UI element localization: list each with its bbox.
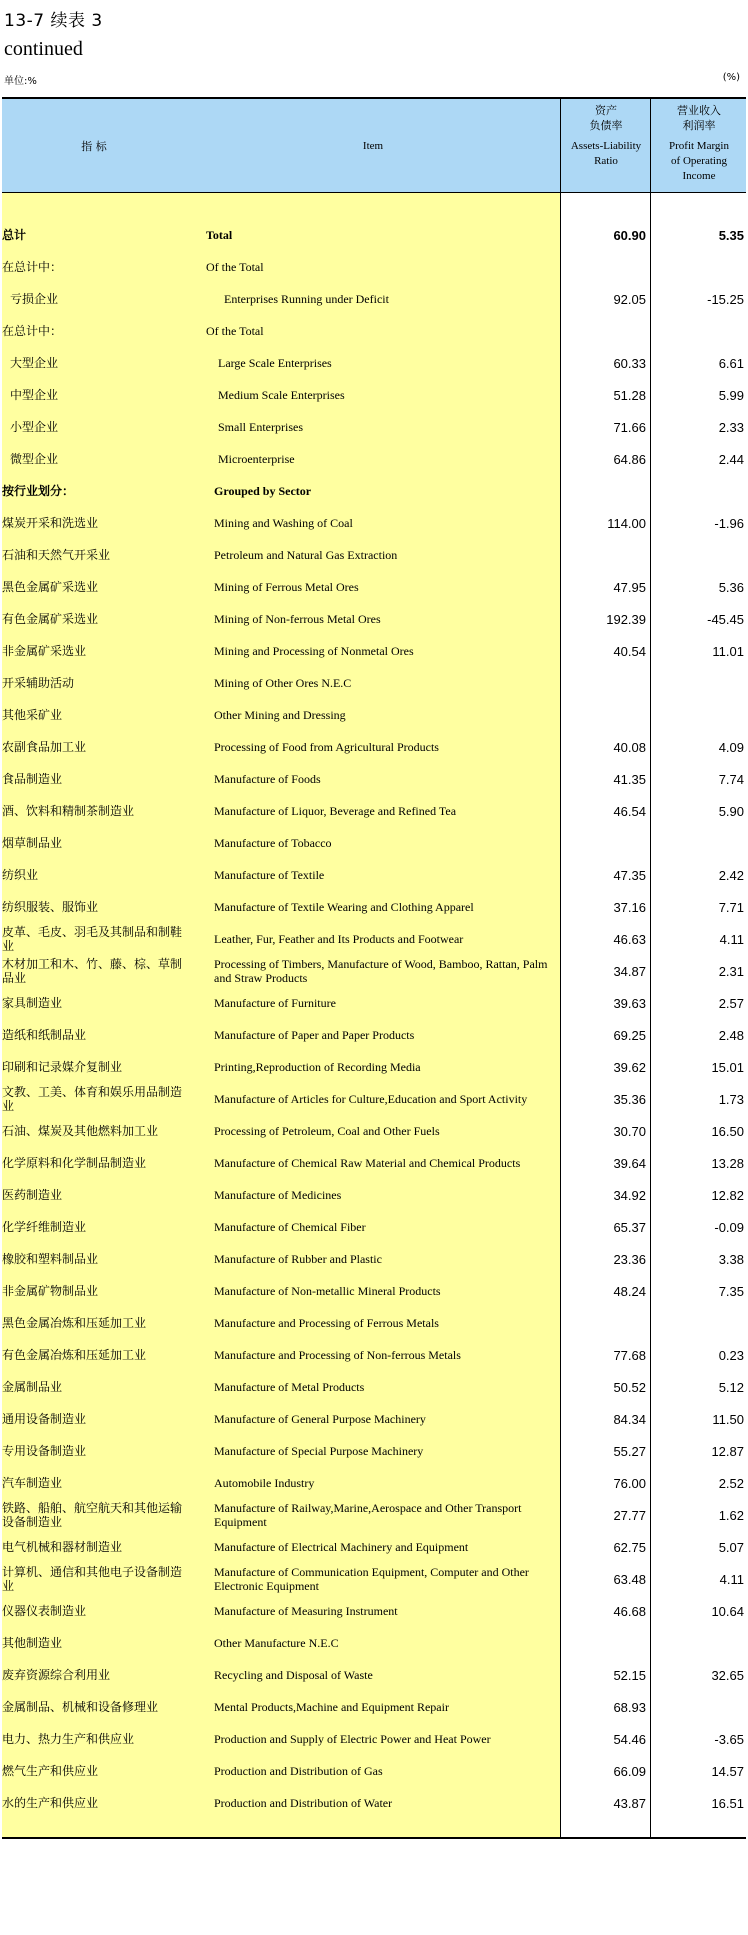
assets-liability-value: 41.35: [613, 771, 646, 787]
row-label-cn: 金属制品业: [2, 1380, 63, 1394]
table-row: [2, 1019, 746, 1051]
row-label-en: Printing,Reproduction of Recording Media: [214, 1060, 421, 1074]
row-label-en: Other Mining and Dressing: [214, 708, 346, 722]
row-label-cn: 专用设备制造业: [2, 1444, 87, 1458]
assets-liability-value: [560, 667, 646, 699]
assets-liability-value: [560, 1307, 646, 1339]
table-row: [2, 1307, 746, 1339]
table-row: [2, 315, 746, 347]
table-number-title: 13-7 续表 3: [4, 11, 103, 31]
assets-liability-value: 84.34: [613, 1411, 646, 1427]
profit-margin-value: 4.09: [718, 739, 744, 755]
assets-liability-value: 50.52: [613, 1379, 646, 1395]
row-label-en: Manufacture of Liquor, Beverage and Refined Tea: [214, 804, 457, 818]
assets-liability-value: 46.68: [613, 1603, 646, 1619]
assets-liability-value: [560, 1627, 646, 1659]
row-label-en: Petroleum and Natural Gas Extraction: [214, 548, 398, 562]
profit-margin-value: 2.57: [718, 995, 744, 1011]
profit-margin-value: 7.35: [718, 1283, 744, 1299]
row-label-en: Production and Distribution of Water: [214, 1796, 393, 1810]
row-label-cn: 木材加工和木、竹、藤、棕、草制品业: [2, 957, 183, 985]
profit-margin-value: [650, 251, 744, 283]
statistics-table: [2, 97, 746, 1839]
assets-liability-value: 64.86: [613, 451, 646, 467]
profit-margin-value: 14.57: [711, 1763, 744, 1779]
profit-margin-value: 6.61: [718, 355, 744, 371]
row-label-en: Total: [206, 228, 233, 242]
row-label-en: Processing of Petroleum, Coal and Other Fuels: [214, 1124, 440, 1138]
unit-label-en: (%): [722, 72, 740, 83]
profit-header-en-3: Income: [682, 170, 716, 182]
row-label-cn: 微型企业: [10, 452, 59, 466]
row-label-en: Mining and Processing of Nonmetal Ores: [214, 644, 414, 658]
table-row: [2, 1563, 746, 1595]
profit-margin-value: -15.25: [707, 291, 744, 307]
profit-header-cn-1: 营业收入: [677, 104, 721, 117]
profit-margin-value: 2.44: [718, 451, 744, 467]
table-row: [2, 1787, 746, 1819]
assets-liability-value: 76.00: [613, 1475, 646, 1491]
table-header: [2, 97, 746, 193]
profit-margin-value: -0.09: [714, 1219, 744, 1235]
row-label-cn: 化学原料和化学制品制造业: [2, 1156, 147, 1170]
assets-liability-value: 52.15: [613, 1667, 646, 1683]
row-label-cn: 造纸和纸制品业: [2, 1028, 87, 1042]
row-label-cn: 石油和天然气开采业: [2, 548, 111, 562]
row-label-cn: 电气机械和器材制造业: [2, 1540, 123, 1554]
table-row: [2, 859, 746, 891]
profit-margin-value: 4.11: [719, 1571, 744, 1587]
continued-subtitle: continued: [4, 38, 83, 60]
assets-header-cn-1: 资产: [595, 104, 617, 117]
profit-margin-value: 5.36: [718, 579, 744, 595]
row-label-cn: 大型企业: [10, 356, 59, 370]
row-label-en: Of the Total: [206, 324, 264, 338]
row-label-en: Small Enterprises: [218, 420, 303, 434]
row-label-cn: 非金属矿采选业: [2, 644, 87, 658]
row-label-cn: 印刷和记录媒介复制业: [2, 1060, 123, 1074]
profit-margin-value: 2.48: [718, 1027, 744, 1043]
profit-margin-value: 15.01: [711, 1059, 744, 1075]
row-label-cn: 橡胶和塑料制品业: [2, 1252, 99, 1266]
row-label-en: Of the Total: [206, 260, 264, 274]
profit-margin-value: 1.73: [718, 1091, 744, 1107]
table-row: [2, 1083, 746, 1115]
assets-liability-value: 62.75: [613, 1539, 646, 1555]
profit-margin-value: 32.65: [711, 1667, 744, 1683]
table-row: [2, 1659, 746, 1691]
assets-liability-value: 34.92: [613, 1187, 646, 1203]
item-header: Item: [362, 139, 384, 152]
row-label-cn: 亏损企业: [10, 292, 59, 306]
assets-liability-value: 60.90: [613, 227, 646, 243]
assets-liability-value: 39.62: [613, 1059, 646, 1075]
assets-liability-value: 55.27: [613, 1443, 646, 1459]
row-label-cn: 铁路、船舶、航空航天和其他运输设备制造业: [2, 1501, 183, 1529]
assets-liability-value: 46.54: [613, 803, 646, 819]
table-row: [2, 1179, 746, 1211]
table-row: [2, 1435, 746, 1467]
table-row: [2, 571, 746, 603]
table-row: [2, 219, 746, 251]
row-label-en: Mental Products,Machine and Equipment Repair: [214, 1700, 449, 1714]
table-row: [2, 731, 746, 763]
row-label-cn: 开采辅助活动: [2, 676, 75, 690]
row-label-cn: 食品制造业: [2, 772, 63, 786]
row-label-cn: 医药制造业: [2, 1188, 63, 1202]
row-label-cn: 其他采矿业: [2, 708, 63, 722]
row-label-cn: 计算机、通信和其他电子设备制造业: [2, 1565, 183, 1593]
row-label-cn: 有色金属矿采选业: [2, 612, 99, 626]
profit-margin-value: [650, 1307, 744, 1339]
profit-margin-value: 16.51: [711, 1795, 744, 1811]
profit-header-en-2: of Operating: [671, 155, 727, 167]
table-row: [2, 827, 746, 859]
profit-margin-value: 2.31: [718, 963, 744, 979]
table-row: [2, 955, 746, 987]
profit-margin-header: [650, 99, 747, 192]
table-row: [2, 1691, 746, 1723]
assets-liability-value: 65.37: [613, 1219, 646, 1235]
row-label-en: Other Manufacture N.E.C: [214, 1636, 339, 1650]
row-label-en: Manufacture of Textile Wearing and Clothing Apparel: [214, 900, 474, 914]
profit-margin-value: [650, 699, 744, 731]
row-label-en: Enterprises Running under Deficit: [224, 292, 389, 306]
table-row: [2, 1499, 746, 1531]
row-label-cn: 在总计中：: [2, 324, 63, 338]
assets-liability-value: 47.35: [613, 867, 646, 883]
row-label-en: Manufacture of Rubber and Plastic: [214, 1252, 382, 1266]
row-label-en: Manufacture of Communication Equipment, Computer and Other Electronic Equipment: [214, 1565, 529, 1593]
row-label-cn: 小型企业: [10, 420, 59, 434]
profit-margin-value: -3.65: [714, 1731, 744, 1747]
profit-margin-value: 5.99: [718, 387, 744, 403]
profit-margin-value: 2.52: [718, 1475, 744, 1491]
assets-liability-value: [560, 699, 646, 731]
row-label-cn: 煤炭开采和洗选业: [2, 516, 99, 530]
table-row: [2, 1115, 746, 1147]
table-row: [2, 699, 746, 731]
row-label-cn: 金属制品、机械和设备修理业: [2, 1700, 159, 1714]
row-label-cn: 黑色金属矿采选业: [2, 580, 99, 594]
profit-margin-value: 13.28: [711, 1155, 744, 1171]
row-label-en: Mining of Non-ferrous Metal Ores: [214, 612, 381, 626]
table-row: [2, 443, 746, 475]
row-label-cn: 总计: [2, 228, 27, 242]
profit-margin-value: 11.01: [712, 643, 744, 659]
table-row: [2, 475, 746, 507]
profit-margin-value: 10.64: [711, 1603, 744, 1619]
table-row: [2, 1339, 746, 1371]
row-label-en: Manufacture of General Purpose Machinery: [214, 1412, 426, 1426]
row-label-en: Recycling and Disposal of Waste: [214, 1668, 373, 1682]
row-label-cn: 化学纤维制造业: [2, 1220, 87, 1234]
table-body: [2, 193, 746, 1839]
table-row: [2, 283, 746, 315]
assets-liability-value: 192.39: [606, 611, 646, 627]
row-label-en: Processing of Timbers, Manufacture of Wood, Bamboo, Rattan, Palm and Straw Products: [214, 957, 548, 985]
table-row: [2, 1275, 746, 1307]
assets-liability-value: 47.95: [613, 579, 646, 595]
table-row: [2, 379, 746, 411]
assets-liability-value: 114.00: [607, 515, 646, 531]
assets-liability-value: 54.46: [613, 1731, 646, 1747]
assets-liability-value: 39.64: [613, 1155, 646, 1171]
assets-liability-value: 77.68: [613, 1347, 646, 1363]
profit-header-cn-2: 利润率: [682, 119, 716, 132]
row-label-en: Microenterprise: [218, 452, 295, 466]
profit-margin-value: 12.87: [711, 1443, 744, 1459]
profit-margin-value: 1.62: [718, 1507, 744, 1523]
profit-margin-value: [650, 827, 744, 859]
assets-liability-value: [560, 475, 646, 507]
assets-liability-value: 23.36: [613, 1251, 646, 1267]
assets-liability-header: [560, 99, 651, 192]
assets-liability-value: 27.77: [613, 1507, 646, 1523]
row-label-en: Manufacture of Chemical Raw Material and Chemical Products: [214, 1156, 521, 1170]
profit-margin-value: 3.38: [718, 1251, 744, 1267]
row-label-en: Manufacture of Textile: [214, 868, 325, 882]
row-label-en: Manufacture of Railway,Marine,Aerospace and Other Transport Equipment: [214, 1501, 522, 1529]
row-label-cn: 通用设备制造业: [2, 1412, 87, 1426]
assets-liability-value: 46.63: [613, 931, 646, 947]
profit-margin-value: 0.23: [718, 1347, 744, 1363]
assets-header-cn-2: 负债率: [589, 119, 623, 132]
profit-margin-value: -1.96: [714, 515, 744, 531]
profit-margin-value: 5.35: [718, 227, 744, 243]
row-label-cn: 黑色金属冶炼和压延加工业: [2, 1316, 147, 1330]
assets-header-en-1: Assets-Liability: [570, 140, 642, 152]
row-label-cn: 电力、热力生产和供应业: [2, 1732, 135, 1746]
assets-liability-value: 69.25: [613, 1027, 646, 1043]
row-label-en: Mining and Washing of Coal: [214, 516, 353, 530]
row-label-en: Manufacture of Electrical Machinery and Equipment: [214, 1540, 469, 1554]
assets-liability-value: 71.66: [613, 419, 646, 435]
profit-margin-value: 11.50: [712, 1411, 744, 1427]
assets-liability-value: 68.93: [613, 1699, 646, 1715]
assets-liability-value: 63.48: [613, 1571, 646, 1587]
table-row: [2, 1403, 746, 1435]
row-label-cn: 仪器仪表制造业: [2, 1604, 87, 1618]
row-label-cn: 燃气生产和供应业: [2, 1764, 99, 1778]
assets-liability-value: 34.87: [613, 963, 646, 979]
profit-margin-value: 7.74: [718, 771, 744, 787]
profit-margin-value: 16.50: [711, 1123, 744, 1139]
table-row: [2, 1755, 746, 1787]
table-row: [2, 539, 746, 571]
row-label-cn: 有色金属冶炼和压延加工业: [2, 1348, 147, 1362]
row-label-en: Manufacture and Processing of Ferrous Metals: [214, 1316, 439, 1330]
table-row: [2, 923, 746, 955]
row-label-cn: 纺织业: [2, 868, 39, 882]
profit-margin-value: 4.11: [719, 931, 744, 947]
row-label-en: Mining of Ferrous Metal Ores: [214, 580, 359, 594]
row-label-cn: 非金属矿物制品业: [2, 1284, 99, 1298]
row-label-cn: 中型企业: [10, 388, 59, 402]
row-label-cn: 废弃资源综合利用业: [2, 1668, 111, 1682]
row-label-cn: 皮革、毛皮、羽毛及其制品和制鞋业: [2, 925, 183, 953]
row-label-en: Medium Scale Enterprises: [218, 388, 345, 402]
table-rows: [2, 193, 746, 1837]
row-label-cn: 按行业划分：: [2, 484, 75, 498]
profit-margin-value: [650, 539, 744, 571]
row-label-en: Leather, Fur, Feather and Its Products and Footwear: [214, 932, 464, 946]
indicator-header: 指 标: [81, 139, 107, 153]
row-label-en: Manufacture of Articles for Culture,Education and Sport Activity: [214, 1092, 528, 1106]
profit-margin-value: 5.90: [718, 803, 744, 819]
table-row: [2, 795, 746, 827]
unit-label: 单位:%: [4, 76, 37, 87]
row-label-en: Processing of Food from Agricultural Products: [214, 740, 439, 754]
row-label-en: Manufacture of Paper and Paper Products: [214, 1028, 415, 1042]
table-row: [2, 635, 746, 667]
profit-margin-value: 5.12: [718, 1379, 744, 1395]
table-row: [2, 1723, 746, 1755]
table-row: [2, 507, 746, 539]
profit-margin-value: 2.33: [718, 419, 744, 435]
row-label-en: Manufacture of Metal Products: [214, 1380, 365, 1394]
profit-margin-value: 2.42: [718, 867, 744, 883]
row-label-cn: 水的生产和供应业: [2, 1796, 99, 1810]
table-row: [2, 347, 746, 379]
table-row: [2, 1595, 746, 1627]
row-label-en: Mining of Other Ores N.E.C: [214, 676, 352, 690]
row-label-cn: 农副食品加工业: [2, 740, 87, 754]
row-label-cn: 烟草制品业: [2, 836, 63, 850]
assets-liability-value: 30.70: [613, 1123, 646, 1139]
assets-liability-value: 48.24: [613, 1283, 646, 1299]
table-row: [2, 1371, 746, 1403]
profit-margin-value: 7.71: [718, 899, 744, 915]
table-row: [2, 411, 746, 443]
assets-header-en-2: Ratio: [594, 155, 618, 167]
table-row: [2, 1211, 746, 1243]
row-label-cn: 在总计中：: [2, 260, 63, 274]
row-label-en: Manufacture of Chemical Fiber: [214, 1220, 366, 1234]
assets-liability-value: 35.36: [613, 1091, 646, 1107]
profit-margin-value: [650, 667, 744, 699]
row-label-en: Manufacture of Medicines: [214, 1188, 342, 1202]
row-label-en: Production and Supply of Electric Power and Heat Power: [214, 1732, 491, 1746]
assets-liability-value: [560, 827, 646, 859]
table-row: [2, 1467, 746, 1499]
profit-margin-value: [650, 315, 744, 347]
row-label-cn: 纺织服装、服饰业: [2, 900, 99, 914]
row-label-en: Manufacture and Processing of Non-ferrous Metals: [214, 1348, 461, 1362]
table-row: [2, 1531, 746, 1563]
table-row: [2, 1147, 746, 1179]
assets-liability-value: 40.08: [613, 739, 646, 755]
row-label-cn: 其他制造业: [2, 1636, 63, 1650]
table-row: [2, 1627, 746, 1659]
profit-margin-value: [650, 1627, 744, 1659]
assets-liability-value: 40.54: [613, 643, 646, 659]
row-label-en: Grouped by Sector: [214, 484, 312, 498]
row-label-en: Production and Distribution of Gas: [214, 1764, 383, 1778]
profit-margin-value: [650, 475, 744, 507]
table-row: [2, 1051, 746, 1083]
table-row: [2, 667, 746, 699]
table-row: [2, 1243, 746, 1275]
row-label-en: Manufacture of Foods: [214, 772, 321, 786]
assets-liability-value: 92.05: [613, 291, 646, 307]
row-label-cn: 酒、饮料和精制茶制造业: [2, 804, 135, 818]
row-label-cn: 汽车制造业: [2, 1476, 63, 1490]
assets-liability-value: 60.33: [613, 355, 646, 371]
row-label-en: Manufacture of Special Purpose Machinery: [214, 1444, 424, 1458]
profit-margin-value: [650, 1691, 744, 1723]
profit-header-en-1: Profit Margin: [669, 140, 729, 152]
table-row: [2, 603, 746, 635]
assets-liability-value: [560, 315, 646, 347]
table-row: [2, 763, 746, 795]
row-label-en: Large Scale Enterprises: [218, 356, 332, 370]
row-label-en: Manufacture of Non-metallic Mineral Products: [214, 1284, 441, 1298]
profit-margin-value: 5.07: [718, 1539, 744, 1555]
assets-liability-value: [560, 251, 646, 283]
assets-liability-value: 39.63: [613, 995, 646, 1011]
table-row: [2, 251, 746, 283]
assets-liability-value: 37.16: [613, 899, 646, 915]
row-label-cn: 家具制造业: [2, 996, 63, 1010]
profit-margin-value: 12.82: [711, 1187, 744, 1203]
row-label-cn: 石油、煤炭及其他燃料加工业: [2, 1124, 159, 1138]
assets-liability-value: [560, 539, 646, 571]
row-label-en: Manufacture of Measuring Instrument: [214, 1604, 398, 1618]
table-row: [2, 891, 746, 923]
row-label-en: Automobile Industry: [214, 1476, 315, 1490]
assets-liability-value: 51.28: [613, 387, 646, 403]
row-label-en: Manufacture of Tobacco: [214, 836, 332, 850]
assets-liability-value: 43.87: [613, 1795, 646, 1811]
table-row: [2, 987, 746, 1019]
profit-margin-value: -45.45: [707, 611, 744, 627]
row-label-cn: 文教、工美、体育和娱乐用品制造业: [2, 1085, 183, 1113]
row-label-en: Manufacture of Furniture: [214, 996, 336, 1010]
assets-liability-value: 66.09: [613, 1763, 646, 1779]
